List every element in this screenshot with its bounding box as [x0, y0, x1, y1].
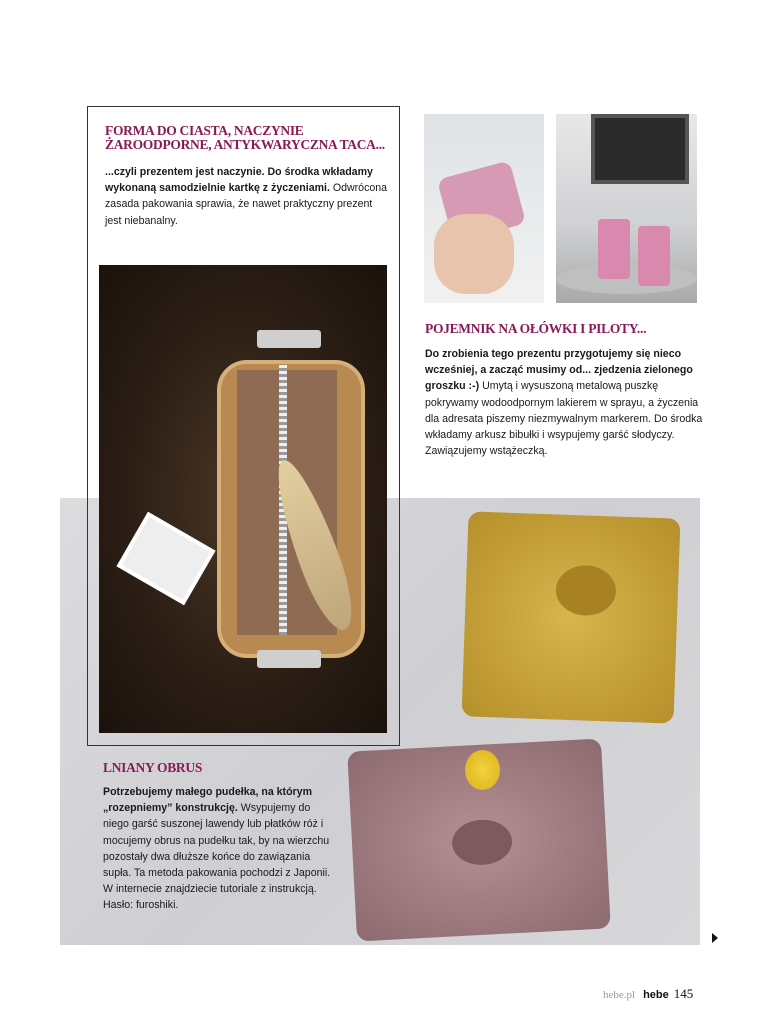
- section-cake-tin: [105, 124, 390, 229]
- photo-tag: [116, 512, 215, 606]
- section-text: [105, 164, 390, 229]
- lead-text: Do zrobienia tego prezentu przygotujemy się nieco wcześniej, a zacząć musimy od... zjedzenia zielonego groszku :-): [425, 348, 693, 393]
- pink-cans-photo: [556, 114, 697, 303]
- body-text: Wsypujemy do niego garść suszonej lawendy lub płatków róż i mocujemy obrus na pudełku tak, by na wierzchu pozostały dwa dłuższe końce do zawiązania supła. Ta metoda pakowania pochodzi z Japonii. W internecie znajdziecie tutoriale z instrukcją. Hasło: furoshiki.: [103, 802, 331, 912]
- knot: [555, 564, 617, 616]
- section-linen-tablecloth: [103, 761, 338, 914]
- section-pencil-holder: [425, 322, 710, 459]
- next-page-arrow-icon: [712, 933, 718, 943]
- lead-text: Potrzebujemy małego pudełka, na którym „rozepniemy” konstrukcję.: [103, 786, 312, 815]
- section-text: [425, 346, 710, 459]
- body-text: Umytą i wysuszoną metalową puszkę pokrywamy wodoodpornym lakierem w sprayu, a życzenia dla adresata piszemy niezmywalnym markerem. Do środka wkładamy arkusz bibułki i wsypujemy garść słodyczy. Zawiązujemy wstążeczką.: [425, 380, 703, 458]
- pink-can: [638, 226, 670, 286]
- painting-can-photo: [424, 114, 544, 303]
- footer-site: hebe.pl: [603, 989, 636, 1001]
- page-footer: [603, 986, 693, 1002]
- page-number: 145: [673, 986, 694, 1001]
- framed-picture: [591, 114, 689, 184]
- hand: [434, 214, 514, 294]
- section-title: POJEMNIK NA OŁÓWKI I PILOTY...: [425, 321, 647, 336]
- mustard-furoshiki-gift-photo: [461, 511, 680, 723]
- pink-can: [598, 219, 630, 279]
- section-title: FORMA DO CIASTA, NACZYNIE ŻAROODPORNE, ANTYKWARYCZNA TACA...: [105, 123, 385, 152]
- section-title: LNIANY OBRUS: [103, 760, 203, 775]
- knot: [451, 818, 513, 866]
- cake-tin-gift-photo: [99, 265, 387, 733]
- lead-text: ...czyli prezentem jest naczynie. Do środka wkładamy wykonaną samodzielnie kartkę z życzeniami.: [105, 166, 373, 195]
- dried-flowers: [465, 750, 500, 790]
- section-text: [103, 784, 338, 914]
- handle: [257, 330, 321, 348]
- body-text: Odwrócona zasada pakowania sprawia, że nawet praktyczny prezent jest niebanalny.: [105, 182, 388, 227]
- footer-brand: hebe: [643, 989, 669, 1001]
- handle: [257, 650, 321, 668]
